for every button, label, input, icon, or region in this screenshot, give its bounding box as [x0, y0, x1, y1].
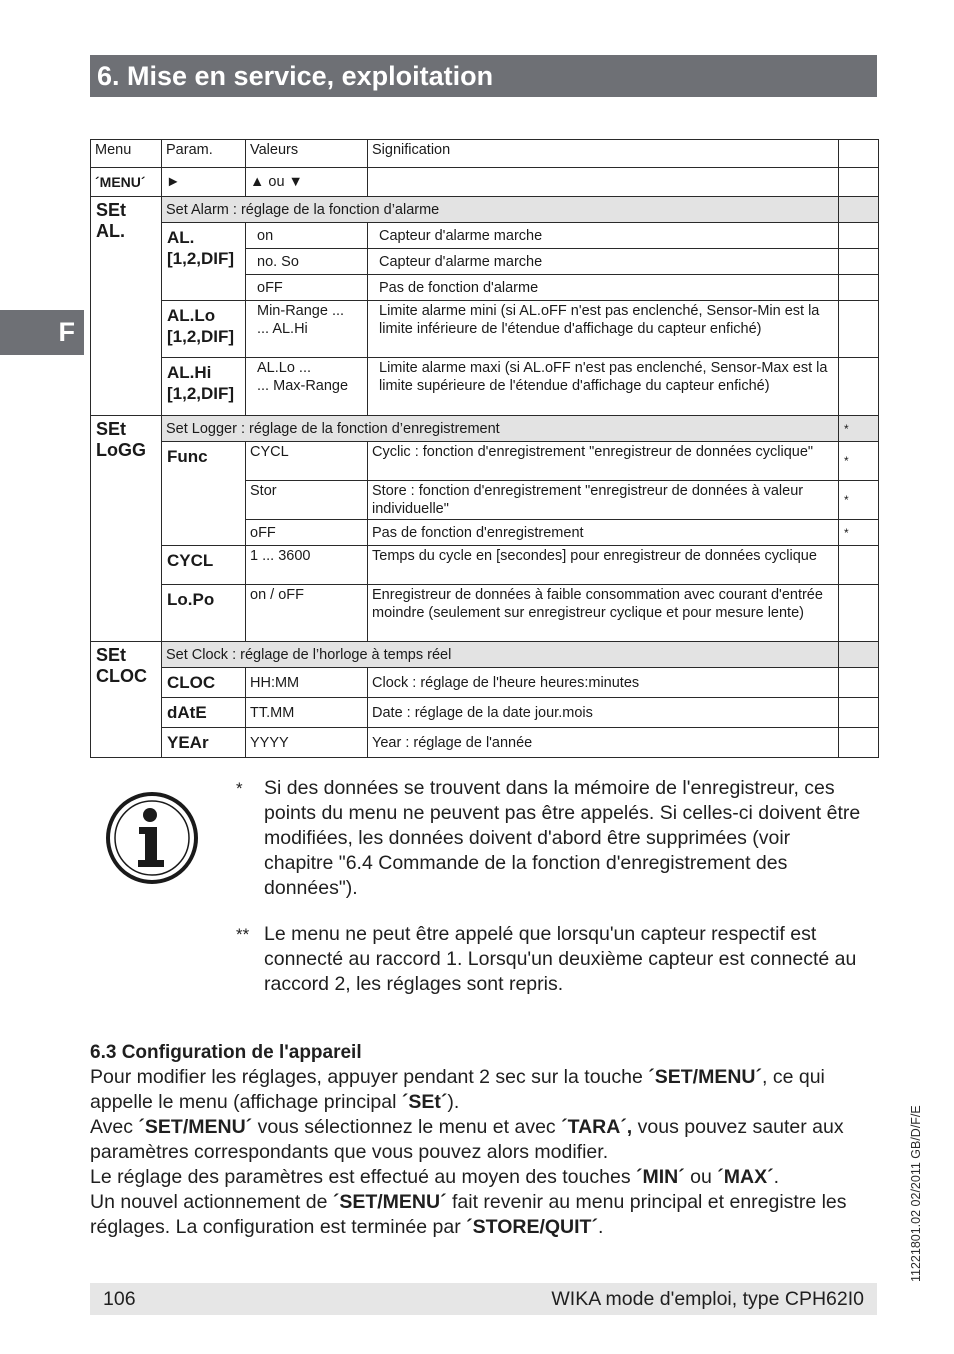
param-note — [839, 358, 879, 416]
config-paragraph: Un nouvel actionnement de ´SET/MENU´ fait revenir au menu principal et enregistre les réglages. La configuration est terminée par ´STORE/QUIT´. — [90, 1191, 847, 1238]
group-title-row — [91, 197, 879, 223]
param-value: AL.Lo ... ... Max-Range — [246, 358, 368, 416]
param-meaning: Capteur d'alarme marche — [368, 249, 839, 275]
note-mark: ** — [236, 925, 250, 944]
param-note — [839, 546, 879, 585]
param-name: AL. [1,2,DIF] — [162, 223, 246, 301]
key-label: ´SET/MENU´ — [332, 1191, 447, 1213]
nav-note — [839, 168, 879, 197]
table-row — [91, 546, 879, 585]
param-value: Stor — [246, 481, 368, 520]
note-text: Si des données se trouvent dans la mémoire de l'enregistreur, ces points du menu ne peuvent pas être appelés. Si celles-ci doivent être modifiées, les données doivent d'abord être supprimées (voir chapitre "6.4 Commande de la fonction d'enregistrement des données"). — [264, 777, 861, 899]
header-values: Valeurs — [246, 140, 368, 168]
menu-name: SEt CLOC — [91, 642, 162, 758]
param-meaning: Pas de fonction d'enregistrement — [368, 520, 839, 546]
nav-param: ► — [162, 168, 246, 197]
header-meaning: Signification — [368, 140, 839, 168]
table-row — [91, 442, 879, 481]
param-note — [839, 249, 879, 275]
param-name: Func — [162, 442, 246, 546]
page-number: 106 — [103, 1288, 136, 1310]
param-meaning: Cyclic : fonction d'enregistrement "enregistreur de données cyclique" — [368, 442, 839, 481]
table-row — [91, 223, 879, 249]
config-heading: 6.3 Configuration de l'appareil — [90, 1042, 362, 1063]
key-label: ´SEt´ — [401, 1091, 448, 1113]
param-value: HH:MM — [246, 668, 368, 698]
group-title-row — [91, 642, 879, 668]
document-code: 11221801.02 02/2011 GB/D/F/E — [909, 1105, 923, 1282]
param-note — [839, 275, 879, 301]
key-label: ´SET/MENU´ — [648, 1066, 762, 1088]
key-label: ´MIN´ — [635, 1166, 685, 1188]
config-paragraph: Le réglage des paramètres est effectué au moyen des touches ´MIN´ ou ´MAX´. — [90, 1166, 779, 1188]
param-value: oFF — [246, 520, 368, 546]
param-name: AL.Hi [1,2,DIF] — [162, 358, 246, 416]
table-row — [91, 728, 879, 758]
param-meaning: Date : réglage de la date jour.mois — [368, 698, 839, 728]
menu-name: SEt LoGG — [91, 416, 162, 642]
param-value: Min-Range ... ... AL.Hi — [246, 301, 368, 358]
param-value: on — [246, 223, 368, 249]
nav-menu: ´MENU´ — [91, 168, 162, 197]
param-meaning: Store : fonction d'enregistrement "enregistreur de données à valeur individuelle" — [368, 481, 839, 520]
menu-name: SEt AL. — [91, 197, 162, 416]
param-value: on / oFF — [246, 585, 368, 642]
param-note — [839, 668, 879, 698]
param-note — [839, 728, 879, 758]
param-meaning: Pas de fonction d'alarme — [368, 275, 839, 301]
param-note — [839, 301, 879, 358]
nav-values: ▲ ou ▼ — [246, 168, 368, 197]
key-label: ´TARA´, — [561, 1116, 633, 1138]
param-meaning: Clock : réglage de l'heure heures:minutes — [368, 668, 839, 698]
param-note — [839, 698, 879, 728]
config-paragraph: Avec ´SET/MENU´ vous sélectionnez le menu et avec ´TARA´, vous pouvez sauter aux paramètres correspondants que vous pouvez alors modifier. — [90, 1116, 844, 1163]
footer — [90, 1283, 877, 1315]
note-single-star — [236, 776, 861, 901]
key-label: ´SET/MENU´ — [138, 1116, 253, 1138]
param-name: CLOC — [162, 668, 246, 698]
info-icon — [104, 790, 200, 886]
footer-title: WIKA mode d'emploi, type CPH62I0 — [551, 1288, 864, 1310]
header-menu: Menu — [91, 140, 162, 168]
table-row — [91, 668, 879, 698]
table-row — [91, 358, 879, 416]
section-title: 6. Mise en service, exploitation — [90, 55, 877, 97]
table-header-row — [91, 140, 879, 168]
header-param: Param. — [162, 140, 246, 168]
note-text: Le menu ne peut être appelé que lorsqu'un capteur respectif est connecté au raccord 1. Lorsqu'un deuxième capteur est connecté au raccord 2, les réglages sont repris. — [264, 923, 857, 995]
param-name: AL.Lo [1,2,DIF] — [162, 301, 246, 358]
table-row — [91, 698, 879, 728]
param-value: YYYY — [246, 728, 368, 758]
parameter-table — [90, 139, 879, 758]
param-meaning: Limite alarme maxi (si AL.oFF n'est pas enclenché, Sensor-Max est la limite supérieure de l'étendue d'affichage du capteur enfiché) — [368, 358, 839, 416]
param-note — [839, 223, 879, 249]
param-name: YEAr — [162, 728, 246, 758]
note-double-star — [236, 922, 861, 997]
group-note: * — [839, 416, 879, 442]
table-row — [91, 301, 879, 358]
key-label: ´MAX´ — [717, 1166, 774, 1188]
group-note — [839, 642, 879, 668]
nav-row — [91, 168, 879, 197]
param-note — [839, 585, 879, 642]
nav-meaning — [368, 168, 839, 197]
group-title: Set Logger : réglage de la fonction d’enregistrement — [162, 416, 839, 442]
param-meaning: Enregistreur de données à faible consommation avec courant d'entrée moindre (seulement sur enregistreur cyclique et pour mesure lente) — [368, 585, 839, 642]
param-value: 1 ... 3600 — [246, 546, 368, 585]
param-value: CYCL — [246, 442, 368, 481]
param-meaning: Temps du cycle en [secondes] pour enregistreur de données cyclique — [368, 546, 839, 585]
param-name: CYCL — [162, 546, 246, 585]
param-note: * — [839, 520, 879, 546]
group-title: Set Clock : réglage de l’horloge à temps réel — [162, 642, 839, 668]
group-title-row — [91, 416, 879, 442]
param-value: oFF — [246, 275, 368, 301]
config-paragraph: Pour modifier les réglages, appuyer pendant 2 sec sur la touche ´SET/MENU´, ce qui appelle le menu (affichage principal ´SEt´). — [90, 1066, 825, 1113]
param-meaning: Limite alarme mini (si AL.oFF n'est pas enclenché, Sensor-Min est la limite inférieure de l'étendue d'affichage du capteur enfiché) — [368, 301, 839, 358]
language-tab: F — [0, 310, 84, 355]
group-note — [839, 197, 879, 223]
param-note: * — [839, 442, 879, 481]
param-name: dAtE — [162, 698, 246, 728]
note-mark: * — [236, 779, 243, 798]
param-value: TT.MM — [246, 698, 368, 728]
param-value: no. So — [246, 249, 368, 275]
param-meaning: Capteur d'alarme marche — [368, 223, 839, 249]
param-meaning: Year : réglage de l'année — [368, 728, 839, 758]
param-note: * — [839, 481, 879, 520]
notes — [236, 776, 861, 1018]
configuration-section — [90, 1040, 880, 1240]
param-name: Lo.Po — [162, 585, 246, 642]
group-title: Set Alarm : réglage de la fonction d’alarme — [162, 197, 839, 223]
key-label: ´STORE/QUIT´ — [466, 1216, 598, 1238]
header-note — [839, 140, 879, 168]
table-row — [91, 585, 879, 642]
